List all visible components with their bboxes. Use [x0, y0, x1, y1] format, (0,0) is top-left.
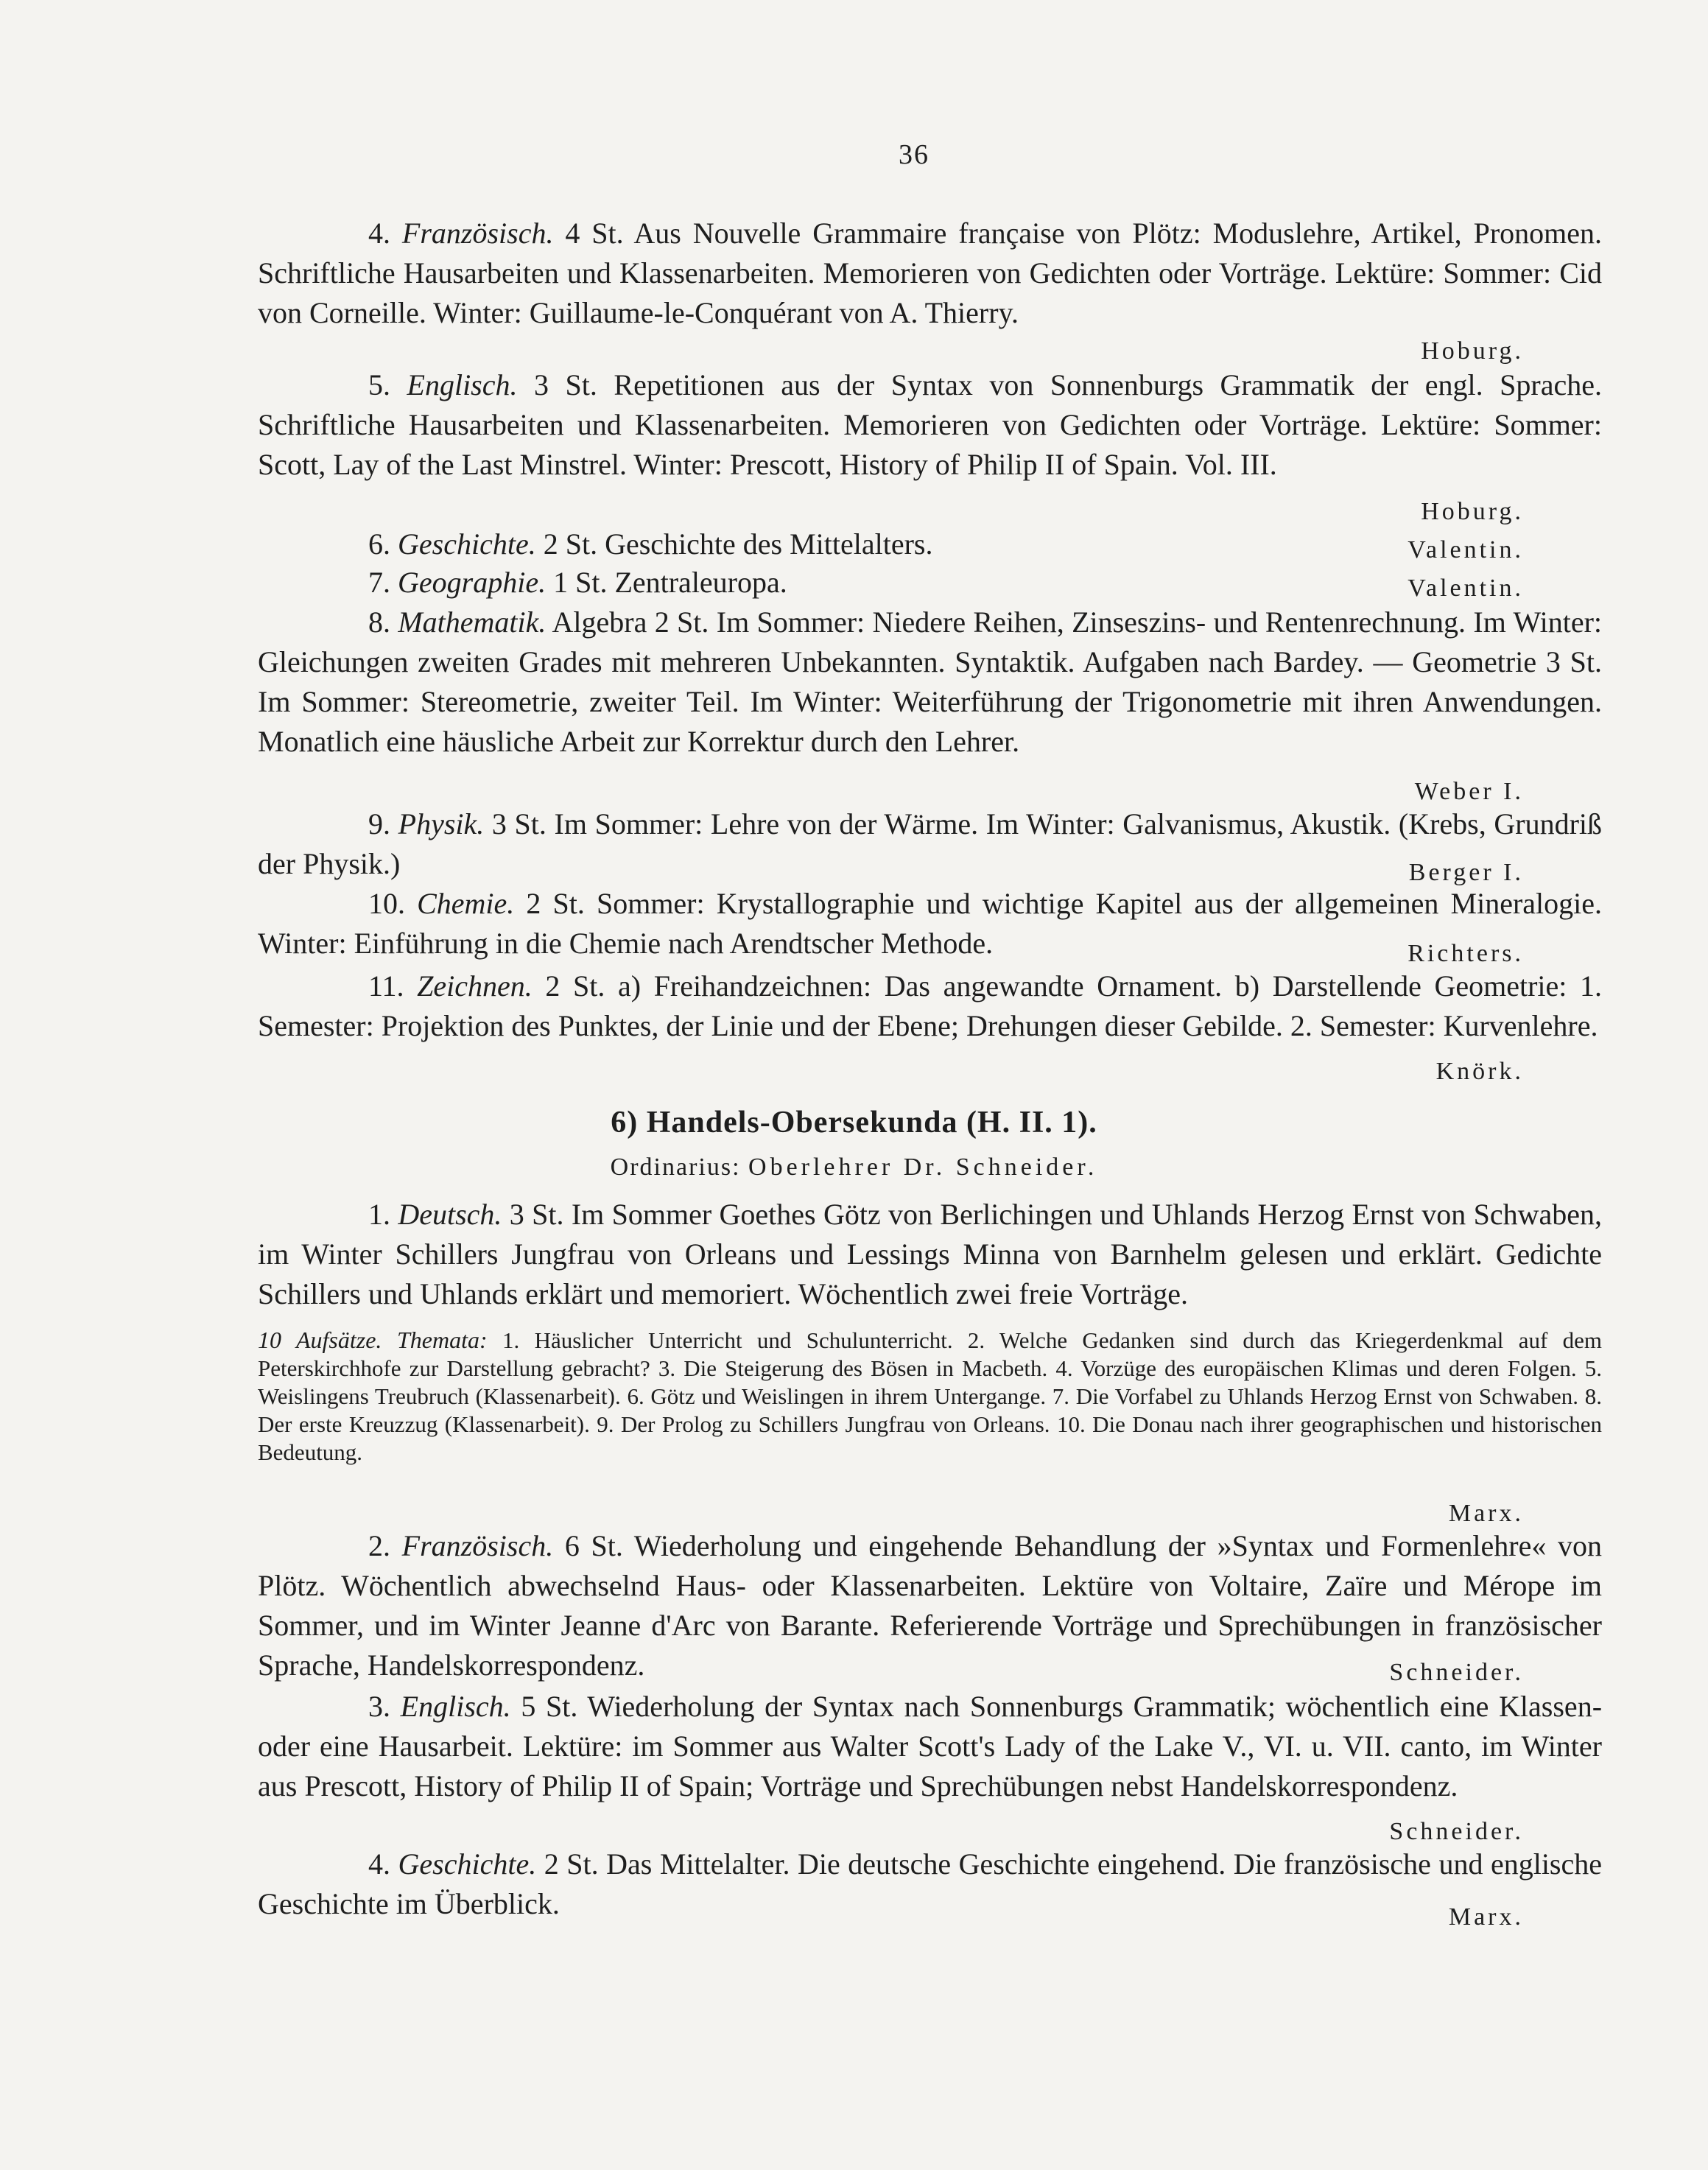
subject-name: Chemie. — [417, 887, 515, 920]
entry-text: 2 St. a) Freihandzeichnen: Das angewandte Ornament. b) Darstellende Geometrie: 1. Semester: Projektion des Punktes, der Linie und der Ebene; Drehungen dieser Gebilde. 2. Semester: Kurvenlehre. — [258, 969, 1602, 1042]
teacher-name: Marx. — [1448, 1903, 1524, 1931]
teacher-name: Richters. — [1407, 940, 1524, 967]
entry-text: 6 St. Wiederholung und eingehende Behandlung der »Syntax und Formenlehre« von Plötz. Wöchentlich abwechselnd Haus- oder Klassenarbeiten. Lektüre von Voltaire, Zaïre und Mérope im Sommer, und im Winter Jeanne d'Arc von Barante. Referierende Vorträge und Sprechübungen in französischer Sprache, Handelskorrespondenz. — [258, 1529, 1603, 1682]
teacher-name: Hoburg. — [1421, 337, 1524, 365]
subject-name: Geschichte. — [398, 527, 536, 561]
entry-text: 2 St. Das Mittelalter. Die deutsche Geschichte eingehend. Die französische und englische Geschichte im Überblick. — [258, 1847, 1603, 1920]
entry-number: 6. — [368, 527, 390, 561]
teacher-name: Schneider. — [1389, 1818, 1524, 1845]
subject-entry-geographie — [258, 563, 1031, 603]
subject-name: Französisch. — [401, 217, 554, 250]
subject-entry-englisch-h2 — [258, 1687, 1602, 1806]
subject-entry-zeichnen — [258, 966, 1602, 1046]
ordinarius-line — [0, 1154, 1708, 1181]
teacher-name: Valentin. — [1407, 575, 1524, 602]
subject-entry-englisch — [258, 365, 1602, 485]
subject-entry-physik — [258, 804, 1602, 884]
entry-text: 4 St. Aus Nouvelle Grammaire française von Plötz: Moduslehre, Artikel, Pronomen. Schriftliche Hausarbeiten und Klassenarbeiten. Memorieren von Gedichten oder Vorträge. Lektüre: Sommer: Cid von Corneille. Winter: Guillaume-le-Conquérant von A. Thierry. — [258, 217, 1603, 329]
entry-text: 2 St. Sommer: Krystallographie und wichtige Kapitel aus der allgemeinen Mineralogie. Winter: Einführung in die Chemie nach Arendtscher Methode. — [258, 887, 1603, 960]
entry-text: 1 St. Zentraleuropa. — [553, 566, 787, 599]
subject-entry-deutsch — [258, 1195, 1602, 1314]
subject-entry-chemie — [258, 884, 1602, 963]
ordinarius-name: Oberlehrer Dr. Schneider. — [748, 1154, 1098, 1181]
entry-text: Algebra 2 St. Im Sommer: Niedere Reihen, Zinseszins- und Rentenrechnung. Im Winter: Gleichungen zweiten Grades mit mehreren Unbekannten. Syntaktik. Aufgaben nach Bardey. — Geometrie 3 St. Im Sommer: Stereometrie, zweiter Teil. Im Winter: Weiterführung der Trigonometrie mit ihren Anwendungen. Monatlich eine häusliche Arbeit zur Korrektur durch den Lehrer. — [258, 605, 1603, 758]
subject-name: Mathematik. — [398, 605, 547, 639]
teacher-name: Berger I. — [1408, 859, 1524, 886]
subject-name: Englisch. — [407, 368, 518, 401]
ordinarius-label: Ordinarius: — [610, 1154, 741, 1181]
subject-name: Englisch. — [400, 1690, 511, 1723]
page-number: 36 — [899, 139, 929, 170]
teacher-name: Schneider. — [1389, 1659, 1524, 1686]
entry-number: 5. — [368, 368, 390, 401]
subject-entry-geschichte — [258, 524, 1031, 564]
entry-number: 2. — [368, 1529, 390, 1562]
entry-number: 11. — [368, 969, 404, 1003]
teacher-name: Weber I. — [1414, 778, 1524, 805]
teacher-name: Hoburg. — [1421, 498, 1524, 525]
entry-number: 4. — [368, 1847, 390, 1881]
entry-text: 5 St. Wiederholung der Syntax nach Sonnenburgs Grammatik; wöchentlich eine Klassen- oder eine Hausarbeit. Lektüre: im Sommer aus Walter Scott's Lady of the Lake V., VI. u. VII. canto, im Winter aus Prescott, History of Philip II of Spain; Vorträge und Sprechübungen nebst Handelskorrespondenz. — [258, 1690, 1603, 1802]
themes-label: 10 Aufsätze. Themata: — [258, 1327, 488, 1353]
teacher-name: Valentin. — [1407, 536, 1524, 563]
entry-number: 1. — [368, 1198, 390, 1231]
entry-number: 4. — [368, 217, 390, 250]
entry-text: 2 St. Geschichte des Mittelalters. — [543, 527, 933, 561]
subject-entry-mathematik — [258, 603, 1602, 762]
subject-name: Physik. — [398, 807, 485, 840]
essay-themes — [258, 1326, 1602, 1467]
subject-name: Geschichte. — [398, 1847, 537, 1881]
teacher-name: Marx. — [1448, 1500, 1524, 1527]
entry-text: 3 St. Repetitionen aus der Syntax von Sonnenburgs Grammatik der engl. Sprache. Schriftliche Hausarbeiten und Klassenarbeiten. Memorieren von Gedichten oder Vorträge. Lektüre: Sommer: Scott, Lay of the Last Minstrel. Winter: Prescott, History of Philip II of Spain. Vol. III. — [258, 368, 1602, 481]
teacher-name: Knörk. — [1435, 1058, 1524, 1085]
subject-name: Deutsch. — [398, 1198, 502, 1231]
section-heading: 6) Handels-Obersekunda (H. II. 1). — [611, 1106, 1097, 1140]
entry-text: 3 St. Im Sommer Goethes Götz von Berlichingen und Uhlands Herzog Ernst von Schwaben, im Winter Schillers Jungfrau von Orleans und Lessings Minna von Barnhelm gelesen und erklärt. Gedichte Schillers und Uhlands erklärt und memoriert. Wöchentlich zwei freie Vorträge. — [258, 1198, 1603, 1310]
entry-number: 7. — [368, 566, 390, 599]
themes-text: 1. Häuslicher Unterricht und Schulunterricht. 2. Welche Gedanken sind durch das Kriegerdenkmal auf dem Peterskirchhofe zur Darstellung gebracht? 3. Die Steigerung des Bösen in Macbeth. 4. Vorzüge des europäischen Klimas und deren Folgen. 5. Weislingens Treubruch (Klassenarbeit). 6. Götz und Weislingen in ihrem Untergange. 7. Die Vorfabel zu Uhlands Herzog Ernst von Schwaben. 8. Der erste Kreuzzug (Klassenarbeit). 9. Der Prolog zu Schillers Jungfrau von Orleans. 10. Die Donau nach ihrer geographischen und historischen Bedeutung. — [258, 1327, 1602, 1465]
subject-name: Französisch. — [401, 1529, 554, 1562]
entry-text: 3 St. Im Sommer: Lehre von der Wärme. Im Winter: Galvanismus, Akustik. (Krebs, Grundriß der Physik.) — [258, 807, 1603, 880]
subject-entry-franzoesisch — [258, 214, 1602, 333]
subject-name: Geographie. — [398, 566, 547, 599]
entry-number: 8. — [368, 605, 390, 639]
entry-number: 10. — [368, 887, 405, 920]
entry-number: 9. — [368, 807, 390, 840]
subject-name: Zeichnen. — [417, 969, 533, 1003]
entry-number: 3. — [368, 1690, 390, 1723]
subject-entry-geschichte-h2 — [258, 1844, 1602, 1924]
